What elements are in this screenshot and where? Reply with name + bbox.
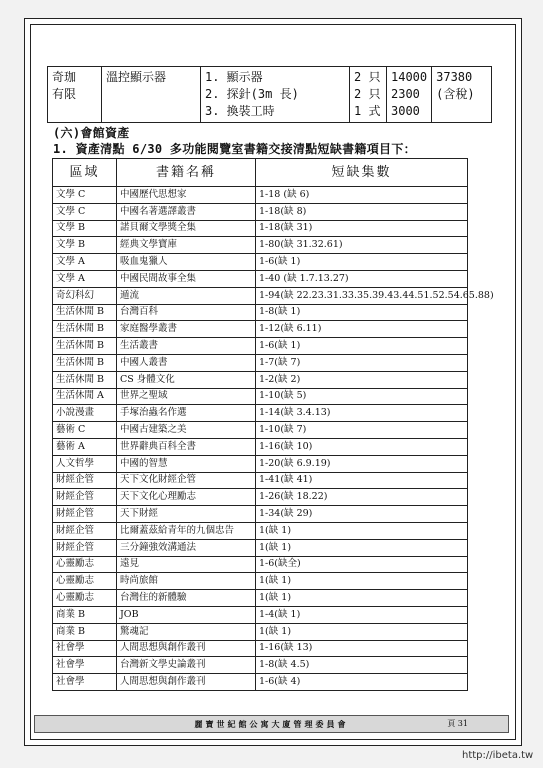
vendor-cell xyxy=(48,67,102,123)
book-name-cell: 天下文化財經企管 xyxy=(117,472,256,489)
missing-volumes-cell: 1-18(缺 31) xyxy=(256,220,468,237)
area-cell: 生活休閒 A xyxy=(53,388,117,405)
qty-cell xyxy=(350,67,387,123)
table-row xyxy=(53,422,468,439)
missing-volumes-cell: 1-6(缺 1) xyxy=(256,254,468,271)
missing-volumes-cell: 1-16(缺 13) xyxy=(256,640,468,657)
book-name-cell: 天下文化心理勵志 xyxy=(117,489,256,506)
area-cell: 商業 B xyxy=(53,606,117,623)
book-name-cell: 生活叢書 xyxy=(117,338,256,355)
table-row xyxy=(53,455,468,472)
table-row xyxy=(53,254,468,271)
missing-volumes-cell: 1-6(缺全) xyxy=(256,556,468,573)
table-row xyxy=(53,338,468,355)
area-cell: 社會學 xyxy=(53,640,117,657)
table-row xyxy=(53,287,468,304)
book-name-cell: 驚魂記 xyxy=(117,623,256,640)
table-row xyxy=(53,640,468,657)
area-cell: 文學 B xyxy=(53,237,117,254)
qty-line: 2 只 xyxy=(354,87,381,101)
book-name-cell: JOB xyxy=(117,606,256,623)
missing-volumes-cell: 1(缺 1) xyxy=(256,623,468,640)
table-row xyxy=(53,606,468,623)
price-line: 3000 xyxy=(391,104,420,118)
section-subtitle: 1. 資產清點 6/30 多功能閱覽室書籍交接清點短缺書籍項目下： xyxy=(53,142,416,156)
area-cell: 心靈勵志 xyxy=(53,556,117,573)
desc-line: 1. 顯示器 xyxy=(205,70,263,84)
total-line: (含稅) xyxy=(436,87,475,101)
desc-line: 2. 探針(3m 長) xyxy=(205,87,299,101)
missing-volumes-cell: 1-20(缺 6.9.19) xyxy=(256,455,468,472)
book-name-cell: 中國歷代思想家 xyxy=(117,187,256,204)
book-name-cell: CS 身體文化 xyxy=(117,371,256,388)
qty-line: 2 只 xyxy=(354,70,381,84)
missing-volumes-cell: 1-14(缺 3.4.13) xyxy=(256,405,468,422)
missing-volumes-cell: 1-6(缺 1) xyxy=(256,338,468,355)
price-line: 2300 xyxy=(391,87,420,101)
table-row xyxy=(53,354,468,371)
book-name-cell: 台灣住的新體驗 xyxy=(117,590,256,607)
area-cell: 文學 B xyxy=(53,220,117,237)
watermark: http://ibeta.tw xyxy=(462,750,534,761)
area-cell: 生活休閒 B xyxy=(53,371,117,388)
book-name-cell: 中國的智慧 xyxy=(117,455,256,472)
missing-volumes-cell: 1-6(缺 4) xyxy=(256,674,468,691)
book-name-cell: 世界辭典百科全書 xyxy=(117,438,256,455)
area-cell: 文學 A xyxy=(53,270,117,287)
table-row xyxy=(53,539,468,556)
table-row xyxy=(53,388,468,405)
table-row xyxy=(53,657,468,674)
vendor-line: 奇珈 xyxy=(52,70,77,84)
missing-volumes-cell: 1(缺 1) xyxy=(256,539,468,556)
area-cell: 財經企管 xyxy=(53,506,117,523)
page-footer xyxy=(34,715,509,733)
missing-volumes-cell: 1-34(缺 29) xyxy=(256,506,468,523)
book-name-cell: 遁流 xyxy=(117,287,256,304)
footer-title: 麗寶世紀館公寓大廈管理委員會 xyxy=(194,719,349,729)
table-row xyxy=(53,590,468,607)
book-name-cell: 中國人叢書 xyxy=(117,354,256,371)
inventory-table xyxy=(52,158,494,691)
book-name-cell: 時尚旅館 xyxy=(117,573,256,590)
qty-line: 1 式 xyxy=(354,104,381,118)
missing-volumes-cell: 1-10(缺 5) xyxy=(256,388,468,405)
book-name-cell: 天下財經 xyxy=(117,506,256,523)
book-name-cell: 台灣新文學史論叢刊 xyxy=(117,657,256,674)
book-name-cell: 中國名著選譯叢書 xyxy=(117,203,256,220)
missing-volumes-cell: 1-10(缺 7) xyxy=(256,422,468,439)
table-row xyxy=(53,304,468,321)
area-cell: 文學 A xyxy=(53,254,117,271)
area-cell: 生活休閒 B xyxy=(53,321,117,338)
area-cell: 財經企管 xyxy=(53,522,117,539)
area-cell: 社會學 xyxy=(53,674,117,691)
book-name-cell: 人間思想與創作叢刊 xyxy=(117,674,256,691)
table-row xyxy=(53,472,468,489)
item-cell: 溫控顯示器 xyxy=(102,67,201,123)
book-name-cell: 手塚治蟲名作選 xyxy=(117,405,256,422)
missing-volumes-cell: 1-7(缺 7) xyxy=(256,354,468,371)
area-cell: 心靈勵志 xyxy=(53,590,117,607)
desc-line: 3. 換裝工時 xyxy=(205,104,275,118)
table-row xyxy=(53,405,468,422)
missing-volumes-cell: 1-18 (缺 6) xyxy=(256,187,468,204)
area-cell: 藝術 C xyxy=(53,422,117,439)
book-name-cell: 經典文學寶庫 xyxy=(117,237,256,254)
missing-volumes-cell: 1(缺 1) xyxy=(256,573,468,590)
missing-volumes-cell: 1-26(缺 18.22) xyxy=(256,489,468,506)
missing-volumes-cell: 1-2(缺 2) xyxy=(256,371,468,388)
header-area: 區域 xyxy=(53,159,117,187)
header-missing: 短缺集數 xyxy=(256,159,468,187)
missing-volumes-cell: 1-18(缺 8) xyxy=(256,203,468,220)
price-cell xyxy=(387,67,432,123)
area-cell: 財經企管 xyxy=(53,539,117,556)
vendor-line: 有限 xyxy=(52,87,77,101)
area-cell: 財經企管 xyxy=(53,489,117,506)
section-title: (六)會館資產 xyxy=(53,126,130,140)
area-cell: 商業 B xyxy=(53,623,117,640)
area-cell: 社會學 xyxy=(53,657,117,674)
book-name-cell: 家庭醫學叢書 xyxy=(117,321,256,338)
area-cell: 人文哲學 xyxy=(53,455,117,472)
area-cell: 文學 C xyxy=(53,203,117,220)
missing-volumes-cell: 1-16(缺 10) xyxy=(256,438,468,455)
missing-volumes-cell: 1-4(缺 1) xyxy=(256,606,468,623)
header-book-name: 書籍名稱 xyxy=(117,159,256,187)
book-name-cell: 台灣百科 xyxy=(117,304,256,321)
book-name-cell: 諾貝爾文學獎全集 xyxy=(117,220,256,237)
area-cell: 生活休閒 B xyxy=(53,338,117,355)
desc-cell xyxy=(201,67,350,123)
missing-volumes-cell: 1-40 (缺 1.7.13.27) xyxy=(256,270,468,287)
area-cell: 藝術 A xyxy=(53,438,117,455)
book-name-cell: 遠見 xyxy=(117,556,256,573)
missing-volumes-cell: 1-80(缺 31.32.61) xyxy=(256,237,468,254)
table-row xyxy=(53,623,468,640)
table-row xyxy=(53,220,468,237)
price-line: 14000 xyxy=(391,70,428,84)
table-row xyxy=(53,187,468,204)
table-row xyxy=(53,522,468,539)
page-number: 頁 31 xyxy=(447,719,468,728)
book-name-cell: 人間思想與創作叢刊 xyxy=(117,640,256,657)
area-cell: 文學 C xyxy=(53,187,117,204)
book-name-cell: 中國民間故事全集 xyxy=(117,270,256,287)
book-name-cell: 比爾蓋茲給青年的九個忠告 xyxy=(117,522,256,539)
table-row xyxy=(53,371,468,388)
book-name-cell: 中國古建築之美 xyxy=(117,422,256,439)
table-row xyxy=(53,556,468,573)
missing-volumes-cell: 1-8(缺 4.5) xyxy=(256,657,468,674)
area-cell: 生活休閒 B xyxy=(53,354,117,371)
book-name-cell: 三分鐘強效溝通法 xyxy=(117,539,256,556)
table-row xyxy=(53,573,468,590)
missing-volumes-cell: 1(缺 1) xyxy=(256,590,468,607)
area-cell: 小說漫畫 xyxy=(53,405,117,422)
table-row xyxy=(53,321,468,338)
book-name-cell: 吸血鬼獵人 xyxy=(117,254,256,271)
table-row xyxy=(53,237,468,254)
area-cell: 心靈勵志 xyxy=(53,573,117,590)
missing-volumes-cell: 1-8(缺 1) xyxy=(256,304,468,321)
missing-volumes-cell: 1-12(缺 6.11) xyxy=(256,321,468,338)
total-line: 37380 xyxy=(436,70,473,84)
table-row xyxy=(53,438,468,455)
table-row xyxy=(53,674,468,691)
area-cell: 財經企管 xyxy=(53,472,117,489)
table-row xyxy=(53,270,468,287)
missing-volumes-cell: 1-94(缺 22.23.31.33.35.39.43.44.51.52.54.65.88) xyxy=(256,287,468,304)
table-row xyxy=(53,203,468,220)
area-cell: 生活休閒 B xyxy=(53,304,117,321)
table-row xyxy=(53,489,468,506)
book-name-cell: 世界之聖域 xyxy=(117,388,256,405)
area-cell: 奇幻科幻 xyxy=(53,287,117,304)
missing-volumes-cell: 1(缺 1) xyxy=(256,522,468,539)
total-cell xyxy=(432,67,492,123)
table-row xyxy=(53,506,468,523)
quote-table xyxy=(47,66,492,123)
missing-volumes-cell: 1-41(缺 41) xyxy=(256,472,468,489)
